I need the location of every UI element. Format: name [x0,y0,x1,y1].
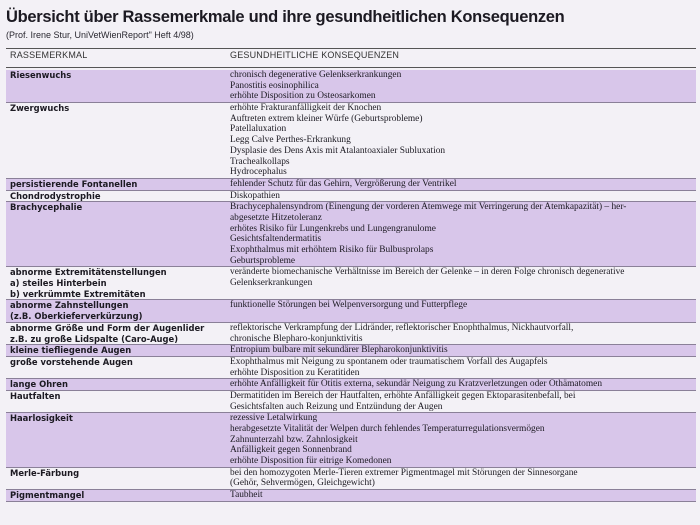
page-title: Übersicht über Rassemerkmale und ihre gesundheitlichen Konsequenzen [6,8,565,26]
trait-text: Hautfalten [10,390,61,401]
consequence-cell [226,103,696,178]
trait-text: (z.B. Oberkieferverkürzung) [10,311,143,322]
consequence-cell [226,300,696,321]
consequence-cell [226,379,696,390]
consequence-cell [226,468,696,489]
consequence-text: bei den homozygoten Merle-Tieren extremer Pigmentmagel mit Störungen der Sinnesorgane [230,467,578,478]
trait-cell [6,300,226,321]
consequence-text: (Gehör, Sehvermögen, Gleichgewicht) [230,478,375,489]
table-row [6,300,696,322]
table-row [6,468,696,490]
trait-cell [6,202,226,266]
trait-cell [6,490,226,501]
consequence-text: Taubheit [230,490,263,501]
trait-text: Zwergwuchs [10,103,70,114]
consequence-text: herabgesetzte Vitalität der Welpen durch fehlendes Temperaturregulationsvermögen [230,424,545,434]
table-row [6,379,696,391]
trait-text: Brachycephalie [10,202,83,213]
column-header-trait: RASSEMERKMAL [10,50,88,60]
consequence-text: Patellaluxation [230,124,287,135]
header-bottom-rule [6,67,696,68]
trait-text: große vorstehende Augen [10,356,133,367]
consequence-text: Hydrocephalus [230,167,287,178]
consequence-text: Trachealkollaps [230,156,290,167]
column-header-consequences: GESUNDHEITLICHE KONSEQUENZEN [230,50,400,60]
consequence-cell [226,70,696,102]
consequence-text: Panostitis eosinophilica [230,80,319,91]
trait-cell [6,179,226,190]
trait-text: abnorme Zahnstellungen [10,300,129,311]
consequence-text: Gelenkserkrankungen [230,278,313,289]
consequence-cell [226,323,696,344]
consequence-cell [226,267,696,299]
consequence-text: erhöhte Frakturanfälligkeit der Knochen [230,103,382,114]
consequence-text: Entropium bulbare mit sekundärer Blepharokonjunktivitis [230,345,448,356]
trait-text: z.B. zu große Lidspalte (Caro-Auge) [10,333,179,344]
trait-text: kleine tiefliegende Augen [10,345,132,356]
trait-cell [6,191,226,202]
trait-cell [6,357,226,378]
trait-text: Haarlosigkeit [10,413,73,424]
table-row [6,267,696,300]
consequence-text: erhötes Risiko für Lungenkrebs und Lungengranulome [230,223,436,234]
consequence-text: reflektorische Verkrampfung der Lidränder, reflektorischer Enophthalmus, Nickhautvorfall, [230,322,574,333]
table-row [6,345,696,357]
consequence-cell [226,179,696,190]
table-row [6,357,696,379]
table-row [6,191,696,203]
consequence-text: erhöhte Disposition zu Osteosarkomen [230,91,376,102]
consequence-text: abgesetzte Hitzetoleranz [230,212,322,223]
consequence-cell [226,490,696,501]
trait-cell [6,267,226,299]
consequence-cell [226,413,696,466]
consequence-text: Zahnunterzahl bzw. Zahnlosigkeit [230,434,358,445]
trait-text: b) verkrümmte Extremitäten [10,288,146,299]
consequence-text: Dysplasie des Dens Axis mit Atalantoaxialer Subluxation [230,145,446,156]
trait-cell [6,345,226,356]
table-row [6,179,696,191]
table-row [6,70,696,103]
trait-text: a) steiles Hinterbein [10,278,107,289]
trait-cell [6,468,226,489]
table-row [6,413,696,467]
consequence-text: erhöhte Disposition zu Keratitiden [230,367,360,378]
table-row [6,490,696,502]
trait-text: Riesenwuchs [10,70,72,80]
trait-table [6,70,696,502]
consequence-text: Gesichtsfalten auch Reizung und Entzündung der Augen [230,401,443,412]
trait-text: Merle-Färbung [10,467,80,478]
table-row [6,103,696,179]
consequence-text: fehlender Schutz für das Gehirn, Vergrößerung der Ventrikel [230,178,457,189]
trait-text: Pigmentmangel [10,490,85,501]
consequence-text: rezessive Letalwirkung [230,413,318,424]
consequence-text: chronisch degenerative Gelenkserkrankungen [230,70,402,80]
source-citation: (Prof. Irene Stur, UniVetWienReport" Heft 4/98) [6,30,194,40]
trait-cell [6,413,226,466]
consequence-text: erhöhte Disposition für eitrige Komedonen [230,456,392,467]
consequence-text: Diskopathien [230,190,280,201]
consequence-cell [226,391,696,412]
trait-text: abnorme Extremitätenstellungen [10,267,167,278]
consequence-text: funktionelle Störungen bei Welpenversorgung und Futterpflege [230,300,468,311]
table-row [6,323,696,345]
trait-cell [6,323,226,344]
trait-text: persistierende Fontanellen [10,178,138,189]
consequence-text: Dermatitiden im Bereich der Hautfalten, erhöhte Anfälligkeit gegen Ektoparasitenbefall, bei [230,390,576,401]
trait-cell [6,70,226,102]
consequence-text: veränderte biomechanische Verhältnisse im Bereich der Gelenke – in deren Folge chronisch degenerative [230,267,625,278]
consequence-text: Auftreten extrem kleiner Würfe (Geburtsprobleme) [230,113,423,124]
trait-cell [6,379,226,390]
table-header [6,50,696,66]
trait-cell [6,103,226,178]
trait-text: abnorme Größe und Form der Augenlider [10,322,205,333]
consequence-cell [226,191,696,202]
consequence-text: Anfälligkeit gegen Sonnenbrand [230,445,352,456]
consequence-text: erhöhte Anfälligkeit für Otitis externa, sekundär Neigung zu Kratzverletzungen oder Othämatomen [230,379,603,390]
trait-text: lange Ohren [10,379,68,390]
table-row [6,202,696,267]
consequence-text: Exophthalmus mit Neigung zu spontanem oder traumatischem Vorfall des Augapfels [230,356,548,367]
consequence-cell [226,357,696,378]
trait-text: Chondrodystrophie [10,190,101,201]
consequence-text: Brachycephalensyndrom (Einengung der vorderen Atemwege mit Verringerung der Atemkapazität) – her- [230,202,627,213]
consequence-text: Legg Calve Perthes-Erkrankung [230,135,351,146]
consequence-text: Gesichtsfaltendermatitis [230,234,322,245]
header-top-rule [6,48,696,49]
consequence-text: Exophthalmus mit erhöhtem Risiko für Bulbusprolaps [230,245,434,255]
consequence-text: Geburtsprobleme [230,255,296,266]
table-row [6,391,696,413]
consequence-cell [226,202,696,266]
trait-cell [6,391,226,412]
consequence-text: chronische Blepharo-konjunktivitis [230,333,363,344]
consequence-cell [226,345,696,356]
